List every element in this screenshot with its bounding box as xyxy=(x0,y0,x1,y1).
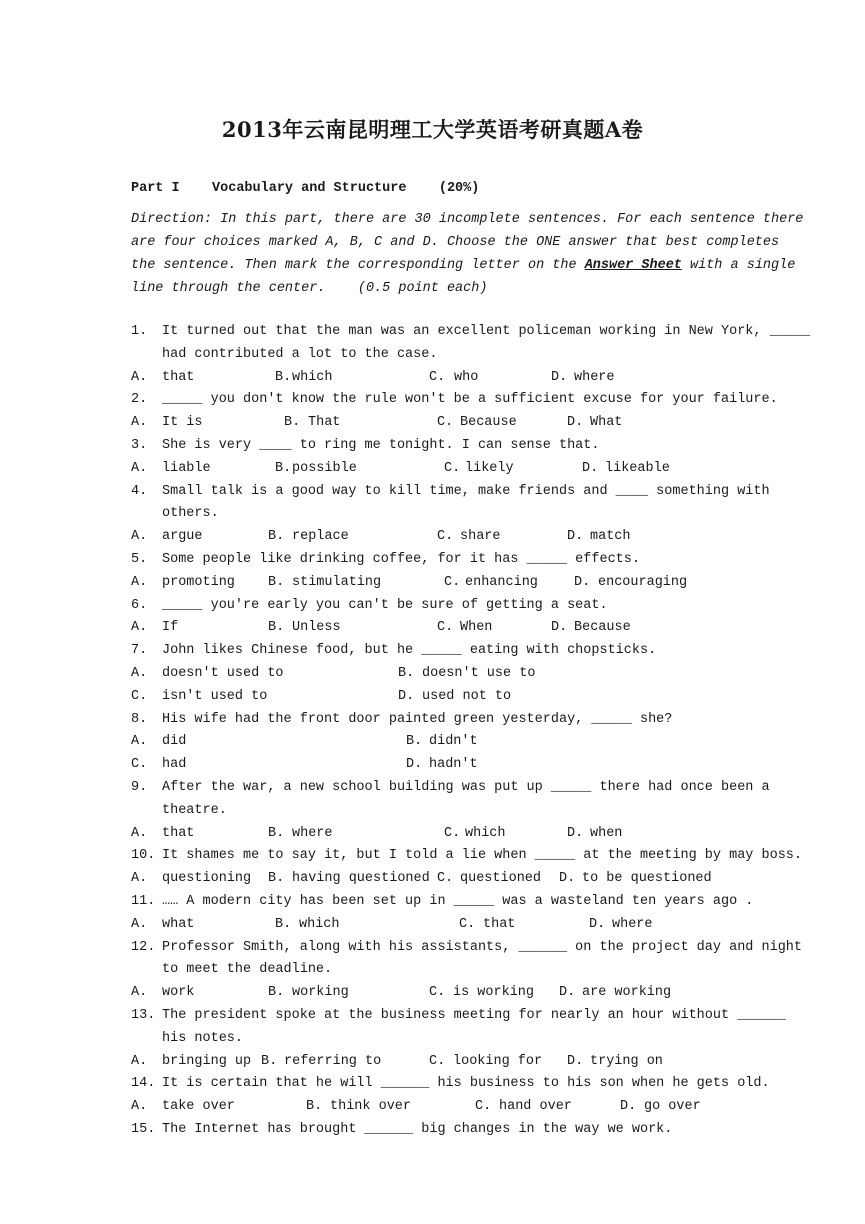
option-letter: B. xyxy=(268,620,285,636)
option-letter: C. xyxy=(459,916,476,932)
question-text: She is very ____ to ring me tonight. I can sense that. xyxy=(162,437,600,453)
option-letter: D. xyxy=(574,574,591,590)
option-letter: D. xyxy=(551,620,568,636)
option-text: hadn't xyxy=(429,757,478,773)
question-text: After the war, a new school building was put up _____ there had once been a xyxy=(162,779,770,795)
option-text: to be questioned xyxy=(582,871,712,887)
question-text: The Internet has brought ______ big changes in the way we work. xyxy=(162,1121,673,1137)
options-row xyxy=(131,982,735,1005)
option-text: referring to xyxy=(284,1053,382,1069)
question-text: The president spoke at the business meeting for nearly an hour without ______ xyxy=(162,1007,786,1023)
question-line xyxy=(131,389,778,412)
option-letter: B. xyxy=(268,529,285,545)
question-line xyxy=(131,549,735,572)
option-text: possible xyxy=(292,460,357,476)
options-row xyxy=(131,526,735,549)
question-number: 3. xyxy=(131,437,148,453)
option-text: when xyxy=(590,825,623,841)
question-line xyxy=(131,321,811,344)
option-letter: C. xyxy=(437,871,454,887)
question-line xyxy=(131,1073,770,1096)
options-row xyxy=(131,412,735,435)
option-letter: A. xyxy=(131,916,148,932)
option-letter: B. xyxy=(275,369,292,385)
question-line xyxy=(131,709,735,732)
question-number: 5. xyxy=(131,551,148,567)
option-text: is working xyxy=(453,985,535,1001)
option-letter: B. xyxy=(398,665,415,681)
option-text: promoting xyxy=(162,574,235,590)
question-number: 15. xyxy=(131,1121,156,1137)
option-letter: B. xyxy=(268,574,285,590)
question-text: John likes Chinese food, but he _____ eating with chopsticks. xyxy=(162,643,657,659)
option-letter: B. xyxy=(268,825,285,841)
option-letter: D. xyxy=(406,757,423,773)
question-line xyxy=(131,1119,735,1142)
option-letter: A. xyxy=(131,871,148,887)
option-text: Because xyxy=(574,620,631,636)
question-number: 10. xyxy=(131,848,156,864)
option-letter: D. xyxy=(398,688,415,704)
option-text: had xyxy=(162,757,187,773)
part-heading: Part I Vocabulary and Structure (20%) xyxy=(131,181,480,196)
option-letter: A. xyxy=(131,415,148,431)
option-text: enhancing xyxy=(465,574,538,590)
option-letter: C. xyxy=(437,415,454,431)
question-number: 11. xyxy=(131,893,156,909)
direction-line: are four choices marked A, B, C and D. Choose the ONE answer that best completes xyxy=(131,235,780,250)
option-letter: B. xyxy=(406,734,423,750)
option-letter: D. xyxy=(567,529,584,545)
option-letter: A. xyxy=(131,985,148,1001)
option-letter: B. xyxy=(261,1053,278,1069)
question-text: …… A modern city has been set up in _____ was a wasteland ten years ago . xyxy=(162,893,754,909)
option-letter: A. xyxy=(131,529,148,545)
option-text: Because xyxy=(460,415,517,431)
question-text: It shames me to say it, but I told a lie when _____ at the meeting by may boss. xyxy=(162,848,803,864)
option-letter: D. xyxy=(551,369,568,385)
options-row xyxy=(131,731,735,754)
option-text: share xyxy=(460,529,501,545)
option-text: bringing up xyxy=(162,1053,252,1069)
option-text: likely xyxy=(465,460,514,476)
option-text: which xyxy=(292,369,333,385)
option-letter: C. xyxy=(444,825,461,841)
option-letter: A. xyxy=(131,825,148,841)
question-text: It is certain that he will ______ his business to his son when he gets old. xyxy=(162,1076,770,1092)
option-letter: A. xyxy=(131,665,148,681)
question-number: 12. xyxy=(131,939,156,955)
option-letter: A. xyxy=(131,369,148,385)
question-line xyxy=(131,481,770,504)
option-text: When xyxy=(460,620,493,636)
option-text: match xyxy=(590,529,631,545)
question-text: theatre. xyxy=(162,802,227,818)
question-line xyxy=(131,435,735,458)
option-letter: C. xyxy=(475,1099,492,1115)
question-text: His wife had the front door painted green yesterday, _____ she? xyxy=(162,711,673,727)
option-letter: A. xyxy=(131,460,148,476)
option-text: that xyxy=(483,916,516,932)
option-text: are working xyxy=(582,985,672,1001)
options-row xyxy=(131,1096,735,1119)
option-letter: A. xyxy=(131,574,148,590)
question-number: 4. xyxy=(131,483,148,499)
question-line xyxy=(131,595,735,618)
option-text: used not to xyxy=(422,688,512,704)
question-text: Professor Smith, along with his assistants, ______ on the project day and night xyxy=(162,939,803,955)
question-line xyxy=(131,640,735,663)
option-letter: A. xyxy=(131,1099,148,1115)
options-row xyxy=(131,367,735,390)
question-line xyxy=(131,800,735,823)
options-row xyxy=(131,868,735,891)
option-text: What xyxy=(590,415,623,431)
option-text: what xyxy=(162,916,195,932)
option-letter: D. xyxy=(567,415,584,431)
question-list xyxy=(131,321,811,1142)
option-text: go over xyxy=(644,1099,701,1115)
question-line xyxy=(131,1005,786,1028)
option-text: that xyxy=(162,369,195,385)
option-text: looking for xyxy=(453,1053,543,1069)
option-text: questioned xyxy=(460,871,542,887)
option-letter: D. xyxy=(567,825,584,841)
options-row xyxy=(131,617,735,640)
option-text: encouraging xyxy=(598,574,688,590)
option-letter: D. xyxy=(582,460,599,476)
option-text: where xyxy=(292,825,333,841)
question-text: to meet the deadline. xyxy=(162,962,333,978)
option-letter: D. xyxy=(620,1099,637,1115)
question-line xyxy=(131,937,803,960)
option-letter: C. xyxy=(444,574,461,590)
option-letter: D. xyxy=(567,1053,584,1069)
option-letter: D. xyxy=(559,985,576,1001)
option-text: liable xyxy=(162,460,211,476)
question-text: had contributed a lot to the case. xyxy=(162,346,438,362)
option-letter: A. xyxy=(131,734,148,750)
options-row xyxy=(131,686,735,709)
option-text: think over xyxy=(330,1099,412,1115)
option-letter: B. xyxy=(306,1099,323,1115)
question-number: 8. xyxy=(131,711,148,727)
question-line xyxy=(131,959,735,982)
option-letter: A. xyxy=(131,620,148,636)
option-text: trying on xyxy=(590,1053,663,1069)
option-text: It is xyxy=(162,415,203,431)
option-letter: A. xyxy=(131,1053,148,1069)
option-text: hand over xyxy=(499,1099,572,1115)
option-text: That xyxy=(308,415,341,431)
options-row xyxy=(131,458,735,481)
direction-line xyxy=(131,254,796,277)
question-line xyxy=(131,344,735,367)
question-line xyxy=(131,503,735,526)
question-number: 14. xyxy=(131,1076,156,1092)
option-letter: C. xyxy=(131,688,148,704)
answer-sheet-emphasis: Answer Sheet xyxy=(584,258,682,273)
question-text: _____ you don't know the rule won't be a sufficient excuse for your failure. xyxy=(162,392,778,408)
option-text: questioning xyxy=(162,871,252,887)
option-text: doesn't used to xyxy=(162,665,284,681)
question-line xyxy=(131,1028,735,1051)
option-letter: C. xyxy=(437,529,454,545)
question-number: 13. xyxy=(131,1007,156,1023)
question-number: 2. xyxy=(131,392,148,408)
option-letter: C. xyxy=(444,460,461,476)
option-text: If xyxy=(162,620,179,636)
question-text: It turned out that the man was an excellent policeman working in New York, _____ xyxy=(162,324,811,339)
question-number: 6. xyxy=(131,597,148,613)
options-row xyxy=(131,823,735,846)
question-line xyxy=(131,777,770,800)
option-text: argue xyxy=(162,529,203,545)
option-text: who xyxy=(454,369,479,385)
options-row xyxy=(131,663,735,686)
option-letter: C. xyxy=(429,369,446,385)
options-row xyxy=(131,914,735,937)
question-line xyxy=(131,845,803,868)
option-text: isn't used to xyxy=(162,688,268,704)
option-text: work xyxy=(162,985,195,1001)
option-text: didn't xyxy=(429,734,478,750)
question-text: others. xyxy=(162,506,219,522)
question-number: 1. xyxy=(131,324,148,339)
direction-text: with a single xyxy=(681,258,796,273)
option-text: that xyxy=(162,825,195,841)
option-text: take over xyxy=(162,1099,235,1115)
option-letter: D. xyxy=(589,916,606,932)
option-letter: C. xyxy=(429,1053,446,1069)
question-text: Small talk is a good way to kill time, make friends and ____ something with xyxy=(162,483,770,499)
option-text: doesn't use to xyxy=(422,665,536,681)
question-text: his notes. xyxy=(162,1030,244,1046)
option-letter: C. xyxy=(429,985,446,1001)
option-letter: C. xyxy=(131,757,148,773)
option-text: which xyxy=(465,825,506,841)
direction-line: Direction: In this part, there are 30 incomplete sentences. For each sentence there xyxy=(131,212,804,227)
option-text: Unless xyxy=(292,620,341,636)
question-text: Some people like drinking coffee, for it has _____ effects. xyxy=(162,551,640,567)
options-row xyxy=(131,1051,735,1074)
option-text: did xyxy=(162,734,187,750)
option-text: where xyxy=(574,369,615,385)
question-line xyxy=(131,891,754,914)
option-text: where xyxy=(612,916,653,932)
option-text: stimulating xyxy=(292,574,382,590)
option-letter: B. xyxy=(275,460,292,476)
option-letter: B. xyxy=(268,871,285,887)
option-text: likeable xyxy=(605,460,670,476)
direction-line: line through the center. (0.5 point each) xyxy=(131,281,488,296)
options-row xyxy=(131,572,735,595)
page-title: 2013年云南昆明理工大学英语考研真题A卷 xyxy=(221,117,644,142)
option-letter: B. xyxy=(275,916,292,932)
option-letter: B. xyxy=(284,415,301,431)
direction-paragraph xyxy=(131,208,804,300)
option-text: replace xyxy=(292,529,349,545)
option-letter: C. xyxy=(437,620,454,636)
question-number: 9. xyxy=(131,779,148,795)
option-letter: B. xyxy=(268,985,285,1001)
option-text: which xyxy=(299,916,340,932)
option-text: working xyxy=(292,985,349,1001)
options-row xyxy=(131,754,735,777)
option-text: having questioned xyxy=(292,871,430,887)
question-text: _____ you're early you can't be sure of getting a seat. xyxy=(162,597,608,613)
option-letter: D. xyxy=(559,871,576,887)
question-number: 7. xyxy=(131,643,148,659)
direction-text: the sentence. Then mark the corresponding letter on the xyxy=(131,258,585,273)
